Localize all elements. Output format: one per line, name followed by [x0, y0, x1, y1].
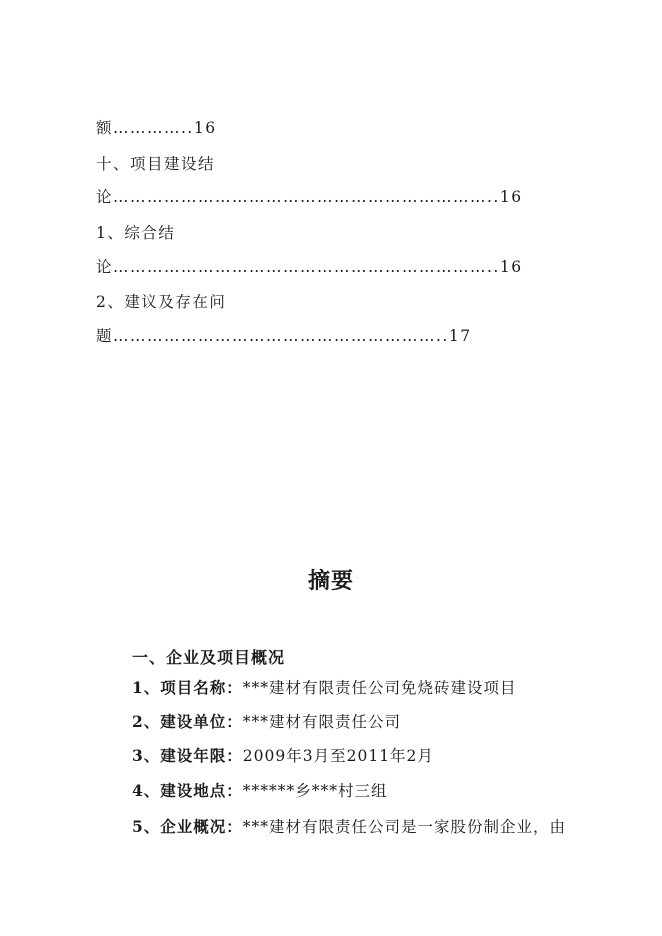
item-construction-unit	[132, 711, 401, 733]
item-construction-period	[132, 745, 434, 767]
toc-line-4: 1、综合结	[96, 224, 176, 242]
toc-line-5: 论…………………………………………………………..16	[96, 258, 523, 276]
item-value: ******乡***村三组	[242, 782, 388, 800]
toc-line-2: 十、项目建设结	[96, 155, 216, 173]
page-title: 摘要	[307, 568, 354, 594]
item-project-name	[132, 677, 517, 699]
item-label: 2、建设单位：	[132, 712, 243, 731]
item-company-overview	[132, 816, 566, 838]
item-label: 5、企业概况：	[132, 817, 243, 836]
item-construction-location	[132, 780, 388, 802]
item-value: ***建材有限责任公司	[242, 713, 402, 731]
section-heading: 一、企业及项目概况	[132, 648, 286, 667]
item-label: 4、建设地点：	[132, 781, 243, 800]
item-label: 3、建设年限：	[132, 746, 243, 765]
item-value: ***建材有限责任公司是一家股份制企业，由	[242, 818, 567, 836]
toc-line-3: 论…………………………………………………………..16	[96, 188, 523, 206]
item-label: 1、项目名称：	[132, 678, 243, 697]
toc-line-1: 额…………..16	[96, 119, 217, 137]
toc-line-6: 2、建议及存在问	[96, 293, 227, 311]
item-value: ***建材有限责任公司免烧砖建设项目	[242, 679, 517, 697]
item-value: 2009年3月至2011年2月	[242, 747, 434, 765]
toc-line-7: 题…………………………………………………..17	[96, 327, 472, 345]
